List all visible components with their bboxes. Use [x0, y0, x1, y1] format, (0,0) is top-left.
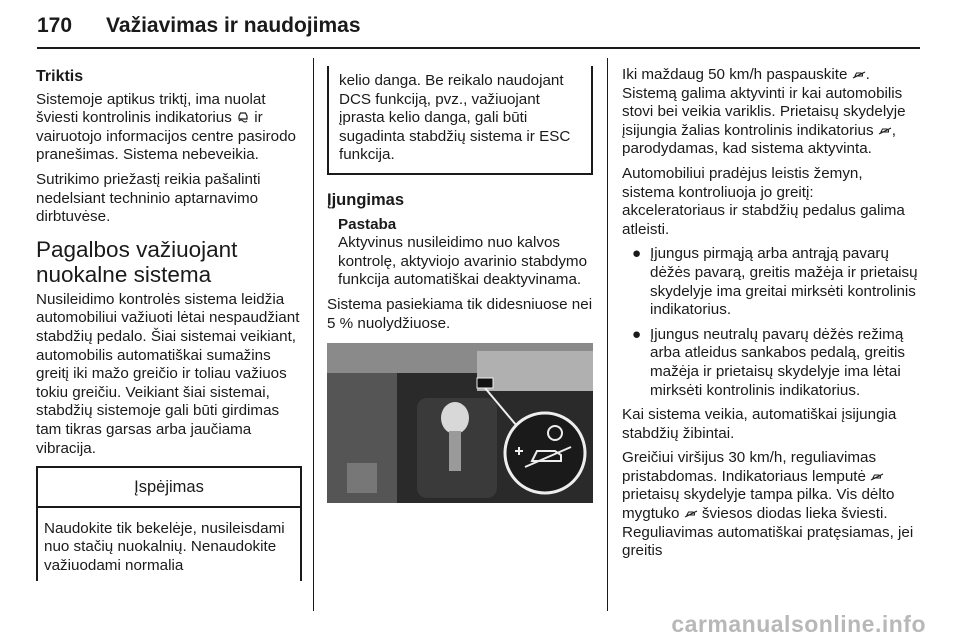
- fault-paragraph-1: [36, 91, 302, 165]
- bullet-text-1: Įjungus pirmąją arba antrąją pavarų dėžės pavarą, greitis mažėja ir prietaisų skydelyje ima greitai mirksėti kontrolinis indikatorius.: [650, 245, 918, 319]
- col3-p4-a: Greičiui viršijus 30 km/h, reguliavimas pristabdomas. Indikatoriaus lemputė: [622, 449, 877, 485]
- col3-paragraph-3: Kai sistema veikia, automatiškai įsijungia stabdžių žibintai.: [622, 406, 897, 442]
- bullet-item-1: [622, 245, 918, 319]
- watermark: carmanualsonline.info: [671, 611, 926, 637]
- fault-text-b: ir vairuotojo informacijos centre pasirodo pranešimas. Sistema nebeveikia.: [36, 109, 297, 164]
- hill-descent-icon: [878, 124, 892, 136]
- col3-paragraph-2: Automobiliui pradėjus leistis žemyn, sistema kontroliuoja jo greitį: akceleratoriaus ir stabdžių pedalus galima atleisti.: [622, 164, 905, 238]
- col3-p1-a: Iki maždaug 50 km/h paspauskite: [622, 66, 852, 83]
- column-divider-1: [313, 58, 314, 611]
- bullet-dot: ●: [632, 245, 642, 263]
- col3-paragraph-1: [622, 66, 918, 159]
- col3-p1-c: , parodydamas, kad sistema aktyvinta.: [622, 121, 897, 158]
- car-skid-icon: [236, 111, 250, 123]
- note-title: Pastaba: [338, 215, 397, 233]
- console-photo: [327, 343, 593, 503]
- col3-p4-b: prietaisų skydelyje tampa pilka. Vis dėlto mygtuko: [622, 486, 895, 523]
- warning-box-continued: kelio danga. Be reikalo naudojant DCS funkciją, pvz., važiuojant įprasta kelio danga, gali būti sugadinta stabdžių sistema ir ESC funkcija.: [327, 66, 593, 175]
- enable-heading: Įjungimas: [327, 190, 405, 209]
- note-body: Aktyvinus nusileidimo nuo kalvos kontrolę, aktyviojo avarinio stabdymo funkcija automatiškai deaktyvinama.: [338, 234, 588, 289]
- fault-heading: Triktis: [36, 68, 84, 85]
- header-rule: [37, 47, 920, 49]
- hill-descent-icon: [870, 470, 884, 482]
- note: [338, 216, 593, 290]
- fault-text-a: Sistemoje aptikus triktį, ima nuolat šviesti kontrolinis indikatorius: [36, 90, 266, 127]
- warning-box: [36, 466, 302, 581]
- column-2: [327, 66, 593, 503]
- hill-descent-icon: [852, 68, 866, 80]
- warning-title: Įspėjimas: [38, 468, 300, 508]
- warning-body: Naudokite tik bekelėje, nusileisdami nuo stačių nuokalnių. Nenaudokite važiuodami normalia: [44, 519, 285, 574]
- hill-descent-icon: [505, 413, 585, 493]
- dcs-button: [477, 378, 493, 388]
- page-title: Važiavimas ir naudojimas: [106, 14, 361, 37]
- column-divider-2: [607, 58, 608, 611]
- column-3: [622, 66, 918, 567]
- col3-paragraph-4: [622, 449, 918, 561]
- page-number: 170: [37, 14, 73, 37]
- hill-descent-icon: [684, 507, 698, 519]
- bullet-dot: ●: [632, 325, 642, 343]
- section-heading: Pagalbos važiuojant nuokalne sistema: [36, 236, 238, 287]
- bullet-text-2: Įjungus neutralų pavarų dėžės režimą arba atleidus sankabos pedalą, greitis mažėja ir prietaisų skydelyje ima lėtai mirksėti kontrolinis indikatorius.: [650, 325, 905, 399]
- gear-knob: [441, 402, 469, 434]
- bullet-item-2: [622, 326, 918, 400]
- section-paragraph: Nusileidimo kontrolės sistema leidžia automobiliui važiuoti lėtai nespaudžiant stabdžių pedalo. Šiai sistemai veikiant, automobilis automatiškai sumažins greitį iki mažo greičio ir toliau važiuos tokiu greičiu. Veikiant šiai sistemai, stabdžių sistemoje gali būti girdimas tam tikras garsas arba jaučiama vibracija.: [36, 290, 300, 457]
- page-header: [37, 14, 361, 38]
- column-1: [36, 68, 302, 581]
- col3-p1-b: . Sistemą galima aktyvinti ir kai automobilis stovi bei veikia variklis. Prietaisų skydelyje įsijungia žalias kontrolinis indikatorius: [622, 66, 906, 139]
- fault-paragraph-2: Sutrikimo priežastį reikia pašalinti nedelsiant techninio aptarnavimo dirbtuvėse.: [36, 170, 261, 226]
- col3-p4-c: šviesos diodas lieka šviesti. Reguliavimas automatiškai pratęsiamas, jei greitis: [622, 505, 914, 560]
- enable-paragraph: Sistema pasiekiama tik didesniuose nei 5 % nuolydžiuose.: [327, 295, 593, 332]
